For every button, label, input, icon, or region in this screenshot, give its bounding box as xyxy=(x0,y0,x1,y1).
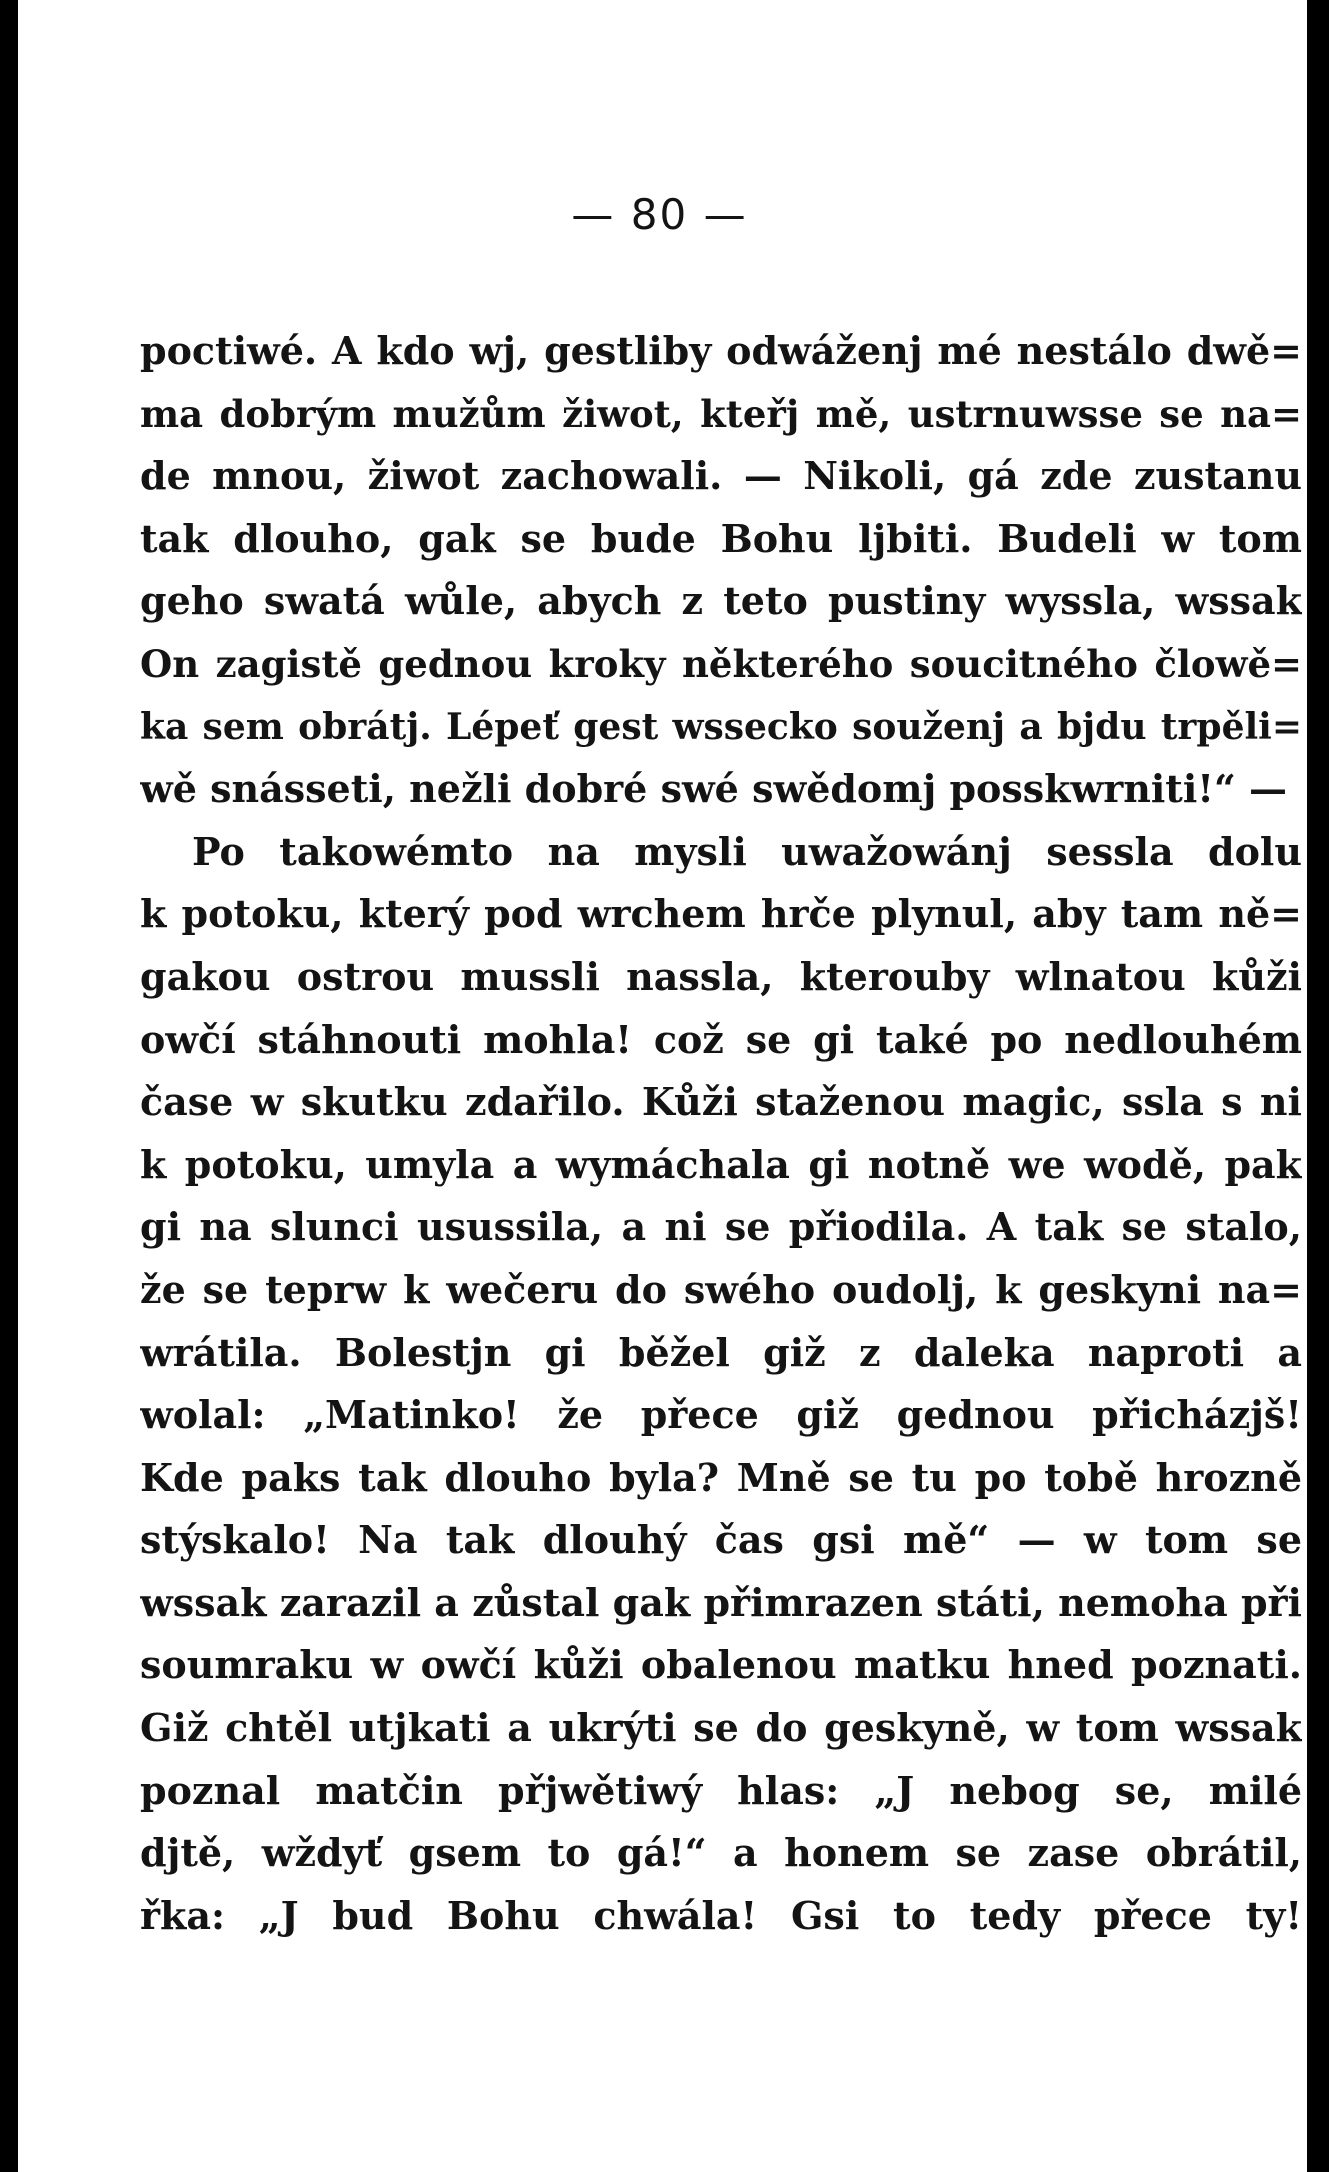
text-line: djtě, wždyť gsem to gá!“ a honem se zase obrátil, xyxy=(140,1830,1302,1876)
text-line: wssak zarazil a zůstal gak přimrazen státi, nemoha při xyxy=(140,1579,1302,1625)
text-line: geho swatá wůle, abych z teto pustiny wyssla, wssak xyxy=(140,578,1302,624)
text-line: k potoku, umyla a wymáchala gi notně we wodě, pak xyxy=(140,1141,1302,1187)
text-line: gakou ostrou mussli nassla, kterouby wlnatou kůži xyxy=(140,953,1302,999)
scan-border-right xyxy=(1307,0,1329,2172)
text-line: soumraku w owčí kůži obalenou matku hned poznati. xyxy=(140,1642,1302,1688)
text-line: wě snássetі, nežli dobré swé swědomj posskwrniti!“ — xyxy=(140,766,1288,812)
text-line: On zagistě gednou kroky některého soucitného člowě= xyxy=(140,641,1302,686)
text-line: poznal matčin přjwětiwý hlas: „J nebog se, milé xyxy=(140,1767,1302,1813)
text-line: Kde paks tak dlouho byla? Mně se tu po tobě hrozně xyxy=(140,1454,1302,1500)
text-line: wolal: „Matinko! že přece giž gednou přicházjš! xyxy=(140,1392,1302,1438)
text-line: čase w skutku zdařilo. Kůži stаženou magic, ssla s ni xyxy=(140,1079,1302,1125)
text-line: wrátila. Bolestjn gi běžel giž z daleka naproti a xyxy=(140,1329,1302,1375)
body-text xyxy=(140,320,1302,1947)
text-line: ka sem obrátj. Lépeť gest wsseckо souženj a bjdu trpěli= xyxy=(140,705,1302,748)
text-line: stýskalo! Na tak dlouhý čas gsi mě“ — w tom se xyxy=(140,1517,1302,1563)
page-number: — 80 — xyxy=(571,190,748,239)
text-line: ma dobrým mužům žiwot, kteřj mě, ustrnuwsse se na= xyxy=(140,391,1302,436)
text-line: řka: „J bud Bohu chwála! Gsi to tedy přece ty! xyxy=(140,1892,1302,1938)
text-line: k potoku, který pod wrchem hrče plynul, aby tam ně= xyxy=(140,891,1302,937)
text-line: Giž chtěl utjkati a ukrýti se do geskyně, w tom wssak xyxy=(140,1705,1302,1751)
text-line: poctiwé. A kdo wj, gestliby odwáženj mé nestálo dwě= xyxy=(140,328,1302,373)
text-line: tak dlouho, gak se bude Bohu ljbiti. Budeli w tom xyxy=(140,515,1302,561)
text-line: Po takowémto na mysli uwažowánj sessla dolu xyxy=(192,828,1302,874)
text-line: owčí stáhnouti mohla! což se gi také po nedlouhém xyxy=(140,1016,1302,1062)
book-page xyxy=(60,0,1302,2172)
text-line: de mnou, žiwot zachowali. — Nikoli, gá zde zustanu xyxy=(140,453,1302,499)
text-line: že se teprw k wečeru do swého oudolj, k geskyni na= xyxy=(140,1266,1302,1312)
scan-border-left xyxy=(0,0,18,2172)
text-line: gi na slunci usussila, a ni se přiodila. A tak se stalo, xyxy=(140,1204,1302,1250)
